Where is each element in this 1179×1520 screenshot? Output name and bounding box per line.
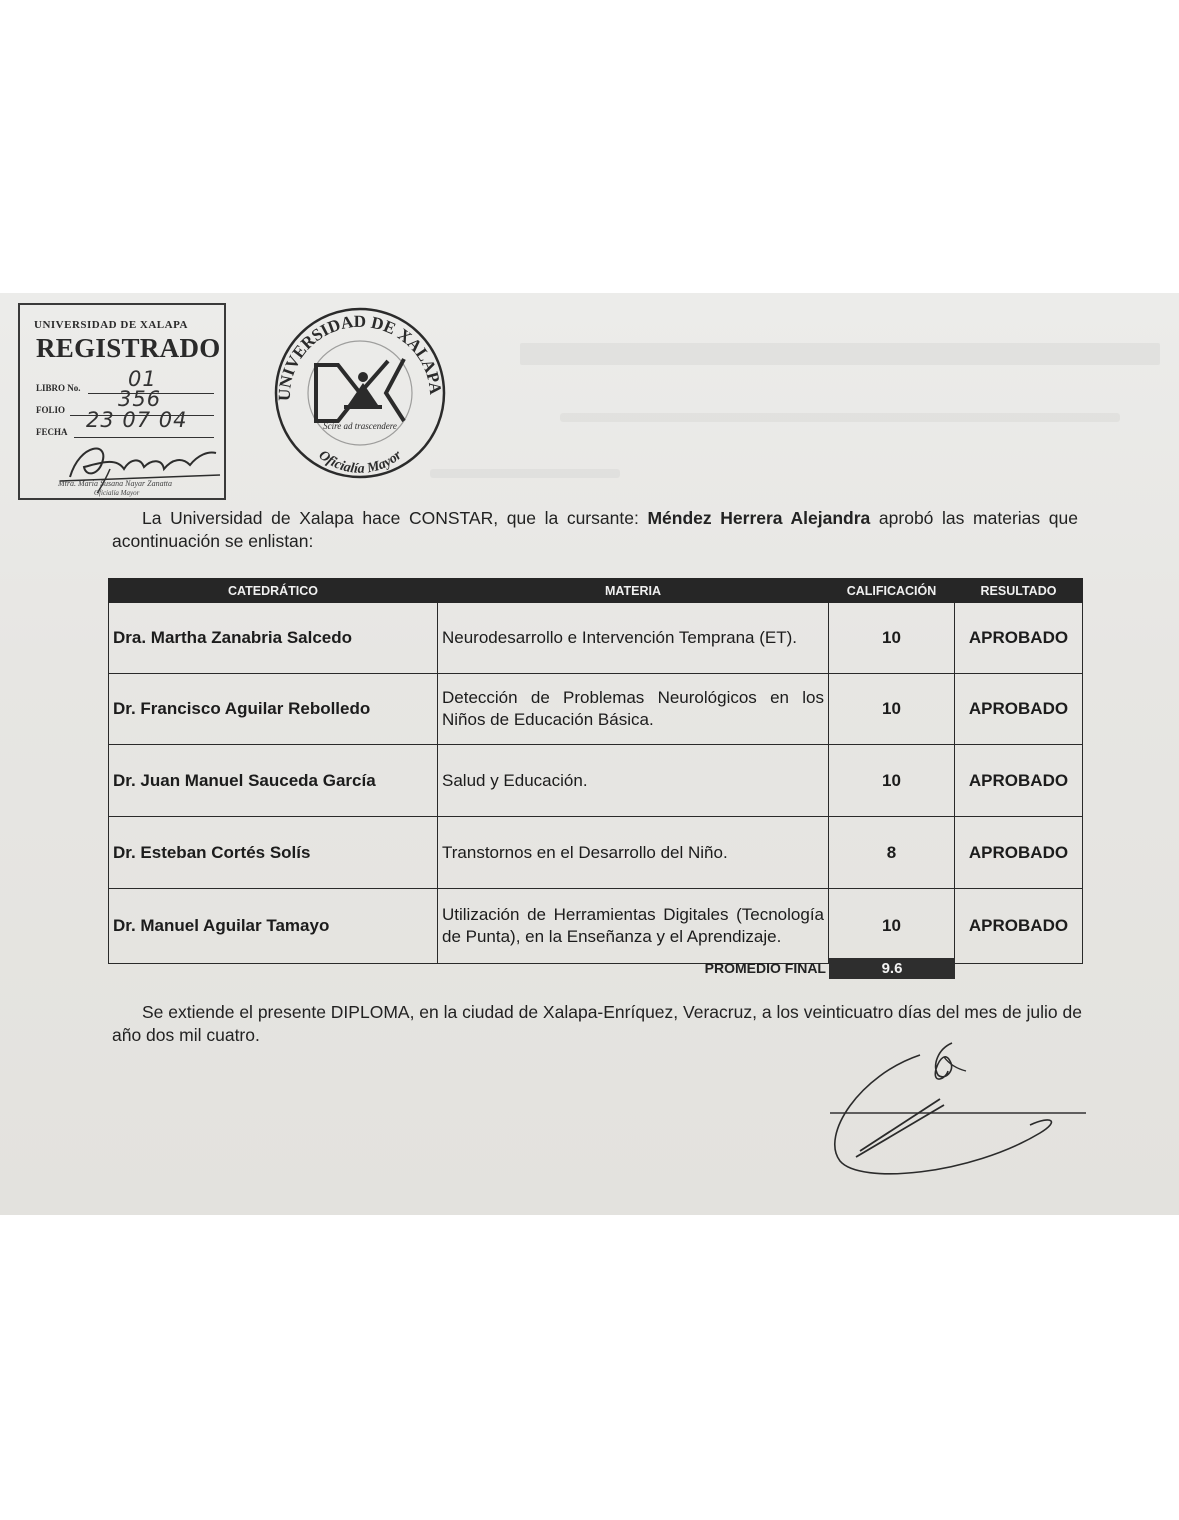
student-name: Méndez Herrera Alejandra	[647, 508, 871, 528]
table-header-row	[109, 579, 1083, 603]
teacher-cell: Dr. Juan Manuel Sauceda García	[109, 745, 438, 817]
table-row	[109, 603, 1083, 674]
seal-top-text: UNIVERSIDAD DE XALAPA	[274, 311, 446, 402]
intro-suffix: aprobó las materias que acontinuación se enlistan:	[112, 508, 1078, 551]
subject-cell: Detección de Problemas Neurológicos en los Niños de Educación Básica.	[438, 674, 829, 745]
subject-cell: Transtornos en el Desarrollo del Niño.	[438, 817, 829, 889]
result-cell: APROBADO	[955, 674, 1083, 745]
result-cell: APROBADO	[955, 603, 1083, 674]
stamp-signer-name: Mtra. María Susana Nayar Zanatta	[58, 479, 173, 488]
teacher-cell: Dr. Esteban Cortés Solís	[109, 817, 438, 889]
university-seal	[268, 301, 452, 485]
teacher-cell: Dra. Martha Zanabria Salcedo	[109, 603, 438, 674]
faded-background-line	[560, 413, 1120, 422]
intro-prefix: La Universidad de Xalapa hace CONSTAR, que la cursante:	[142, 508, 648, 528]
seal-bottom-text: Oficialía Mayor	[315, 447, 405, 477]
table-row	[109, 889, 1083, 964]
grade-cell: 10	[829, 889, 955, 964]
subject-cell: Salud y Educación.	[438, 745, 829, 817]
header-resultado: RESULTADO	[955, 579, 1083, 603]
grades-table	[108, 578, 1083, 964]
stamp-university: UNIVERSIDAD DE XALAPA	[34, 319, 188, 331]
teacher-cell: Dr. Manuel Aguilar Tamayo	[109, 889, 438, 964]
stamp-libro-label: LIBRO No.	[36, 383, 81, 393]
table-row	[109, 745, 1083, 817]
seal-motto: Scire ad trascendere	[323, 421, 397, 431]
stamp-fecha-value: 23 07 04	[86, 408, 188, 432]
final-average-label: PROMEDIO FINAL	[704, 960, 826, 976]
result-cell: APROBADO	[955, 889, 1083, 964]
final-average-value: 9.6	[829, 958, 955, 979]
table-row	[109, 817, 1083, 889]
result-cell: APROBADO	[955, 745, 1083, 817]
stamp-folio-value: 356	[118, 387, 162, 411]
stamp-fecha-label: FECHA	[36, 427, 68, 437]
grade-cell: 10	[829, 745, 955, 817]
faded-background-line	[430, 469, 620, 478]
header-materia: MATERIA	[438, 579, 829, 603]
intro-paragraph	[112, 507, 1078, 553]
subject-cell: Neurodesarrollo e Intervención Temprana (ET).	[438, 603, 829, 674]
registration-stamp	[18, 303, 226, 500]
teacher-cell: Dr. Francisco Aguilar Rebolledo	[109, 674, 438, 745]
document-sheet	[0, 293, 1179, 1215]
grade-cell: 10	[829, 674, 955, 745]
stamp-title: REGISTRADO	[36, 333, 221, 363]
grade-cell: 10	[829, 603, 955, 674]
faded-background-heading	[520, 343, 1160, 365]
stamp-signer-role: Oficialía Mayor	[94, 489, 140, 497]
table-row	[109, 674, 1083, 745]
header-calificacion: CALIFICACIÓN	[829, 579, 955, 603]
stamp-folio-label: FOLIO	[36, 405, 66, 415]
subject-cell: Utilización de Herramientas Digitales (Tecnología de Punta), en la Enseñanza y el Aprendizaje.	[438, 889, 829, 964]
stamp-libro-value: 01	[128, 367, 157, 391]
svg-text:Oficialía Mayor	[316, 448, 406, 477]
grade-cell: 8	[829, 817, 955, 889]
result-cell: APROBADO	[955, 817, 1083, 889]
header-catedratico: CATEDRÁTICO	[109, 579, 438, 603]
director-signature	[820, 1035, 1090, 1195]
closing-text: Se extiende el presente DIPLOMA, en la ciudad de Xalapa-Enríquez, Veracruz, a los veinticuatro días del mes de julio de año dos mil cuatro.	[112, 1002, 1082, 1045]
